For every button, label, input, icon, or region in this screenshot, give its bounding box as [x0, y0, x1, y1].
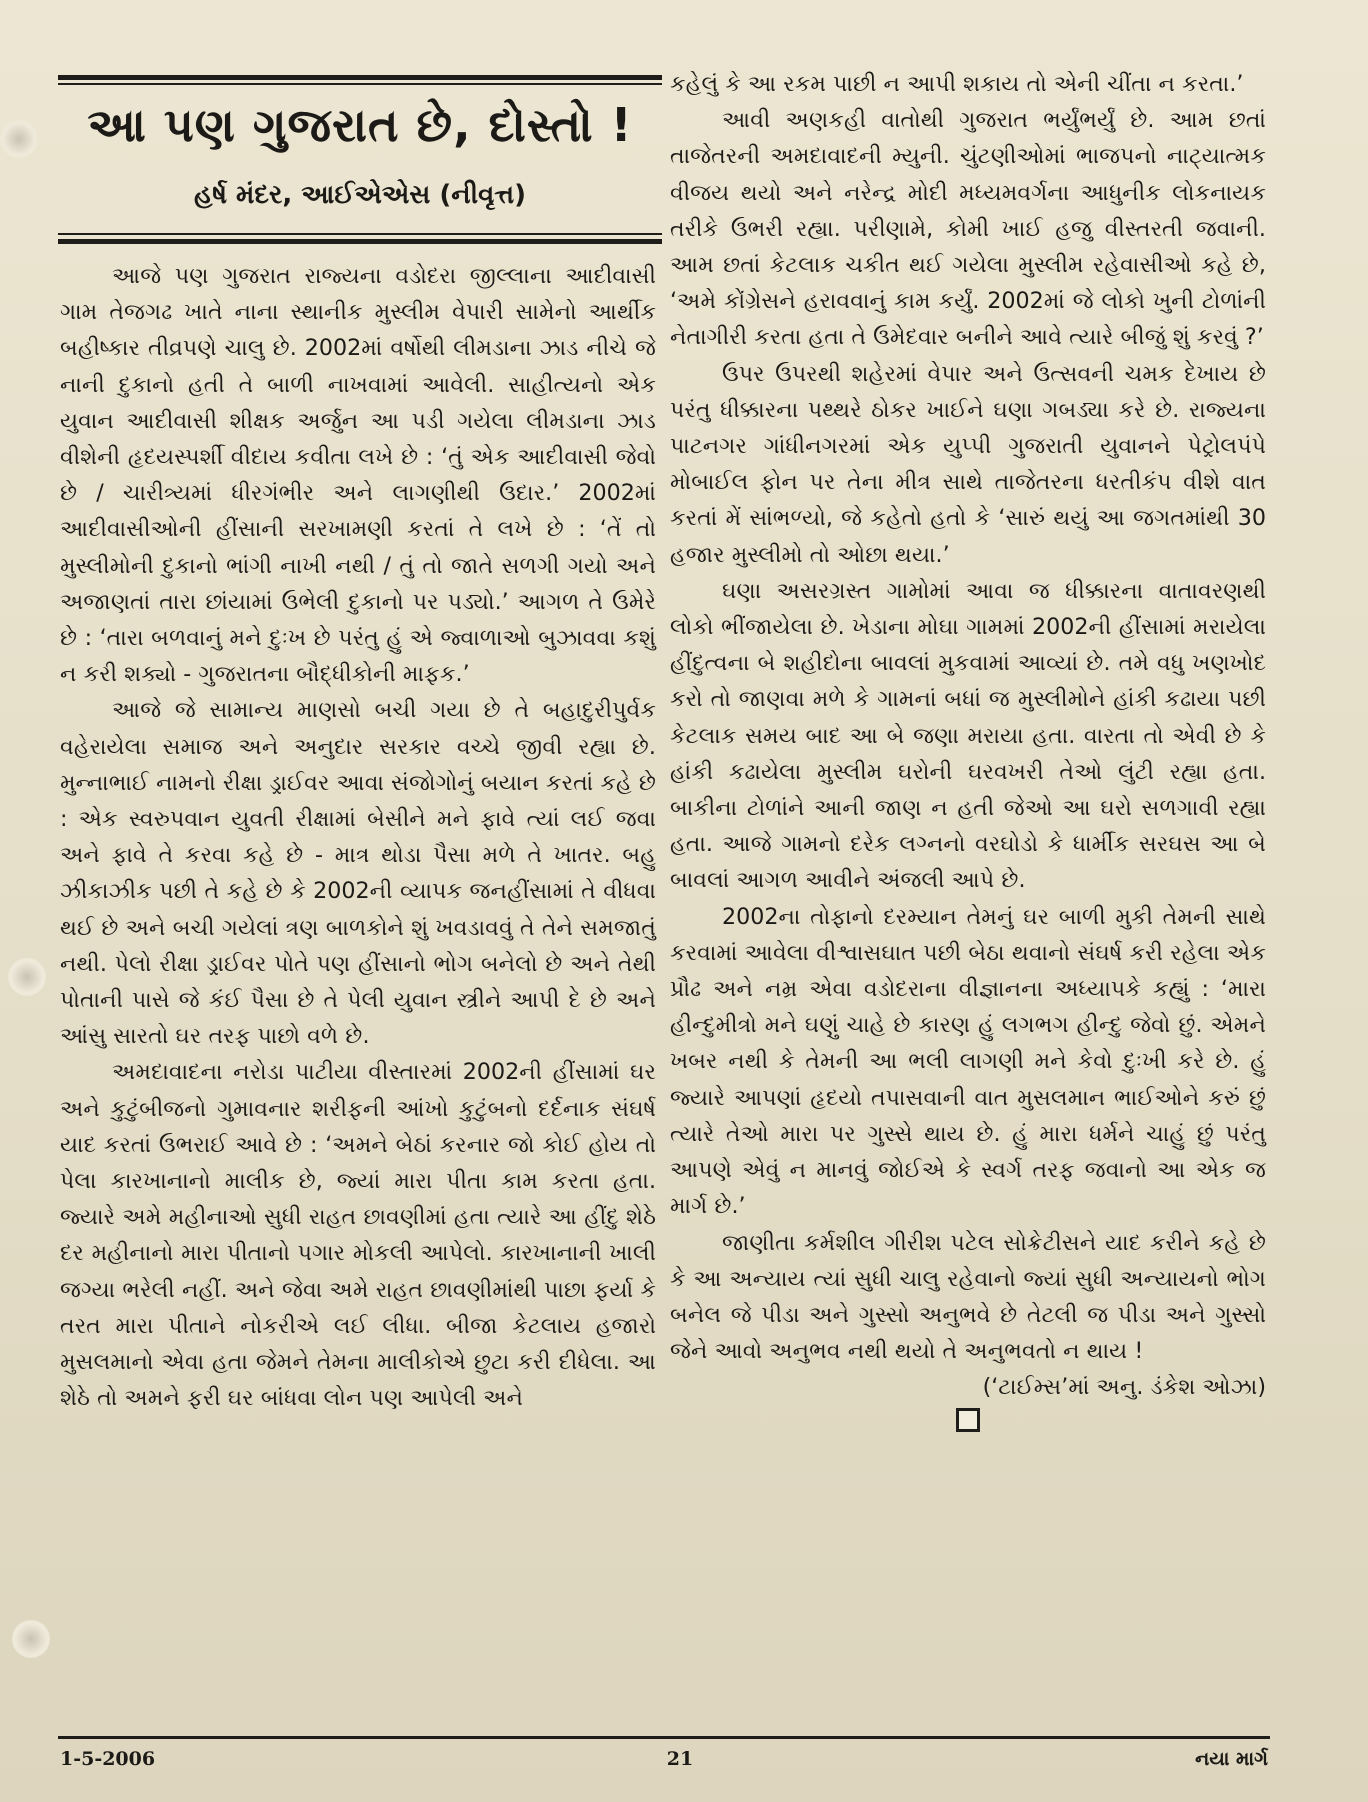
paragraph: અમદાવાદના નરોડા પાટીયા વીસ્તારમાં 2002ની હીંસામાં ઘર અને કુટુંબીજનો ગુમાવનાર શરીફની આંખો કુટુંબનો દર્દનાક સંઘર્ષ યાદ કરતાં ઉભરાઈ આવે છે : ‘અમને બેઠાં કરનાર જો કોઈ હોય તો પેલા કારખાનાનો માલીક છે, જ્યાં મારા પીતા કામ કરતા હતા. જ્યારે અમે મહીનાઓ સુધી રાહત છાવણીમાં હતા ત્યારે આ હીંદુ શેઠે દર મહીનાનો મારા પીતાનો પગાર મોકલી આપેલો. કારખાનાની ખાલી જગ્યા ભરેલી નહીં. અને જેવા અમે રાહત છાવણીમાંથી પાછા ફર્યા કે તરત મારા પીતાને નોકરીએ લઈ લીધા. બીજા કેટલાય હજારો મુસલમાનો એવા હતા જેમને તેમના માલીકોએ છુટા કરી દીધેલા. આ શેઠે તો અમને ફરી ઘર બાંધવા લોન પણ આપેલી અને: [60, 1059, 656, 1412]
paragraph: ઘણા અસરગ્રસ્ત ગામોમાં આવા જ ધીક્કારના વાતાવરણથી લોકો ભીંજાયેલા છે. ખેડાના મોઘા ગામમાં 2002ની હીંસામાં મરાયેલા હીંદુત્વના બે શહીદોના બાવલાં મુકવામાં આવ્યાં છે. તમે વધુ ખણખોદ કરો તો જાણવા મળે કે ગામનાં બધાં જ મુસ્લીમોને હાંકી કઢાયા પછી કેટલાક સમય બાદ આ બે જણા મરાયા હતા. વારતા તો એવી છે કે હાંકી કઢાયેલા મુસ્લીમ ઘરોની ઘરવખરી તેઓ લુંટી રહ્યા હતા. બાકીના ટોળાંને આની જાણ ન હતી જેઓ આ ઘરો સળગાવી રહ્યા હતા. આજે ગામનો દરેક લગ્નનો વરઘોડો કે ધાર્મીક સરઘસ આ બે બાવલાં આગળ આવીને અંજલી આપે છે.: [670, 577, 1266, 894]
footer-rule: [58, 1736, 1270, 1739]
paragraph: જાણીતા કર્મશીલ ગીરીશ પટેલ સોક્રેટીસને યાદ કરીને કહે છે કે આ અન્યાય ત્યાં સુધી ચાલુ રહેવાનો જ્યાં સુધી અન્યાયનો ભોગ બનેલ જે પીડા અને ગુસ્સો અનુભવે છે તેટલી જ પીડા અને ગુસ્સો જેને આવો અનુભવ નથી થયો તે અનુભવતો ન થાય !: [670, 1229, 1266, 1365]
right-column: [670, 66, 1266, 1432]
left-column: [60, 258, 656, 1417]
title-top-rule: [58, 75, 662, 80]
paragraph: 2002ના તોફાનો દરમ્યાન તેમનું ઘર બાળી મુકી તેમની સાથે કરવામાં આવેલા વીશ્વાસઘાત પછી બેઠા થવાનો સંઘર્ષ કરી રહેલા એક પ્રૌઢ અને નમ્ર એવા વડોદરાના વીજ્ઞાનના અધ્યાપકે કહ્યું : ‘મારા હીન્દુમીત્રો મને ઘણું ચાહે છે કારણ હું લગભગ હીન્દુ જેવો છું. એમને ખબર નથી કે તેમની આ ભલી લાગણી મને કેવો દુઃખી કરે છે. હું જ્યારે આપણાં હૃદયો તપાસવાની વાત મુસલમાન ભાઈઓને કરું છું ત્યારે તેઓ મારા પર ગુસ્સે થાય છે. હું મારા ધર્મને ચાહું છું પરંતુ આપણે એવું ન માનવું જોઈએ કે સ્વર્ગ તરફ જવાનો આ એક જ માર્ગ છે.’: [670, 903, 1266, 1220]
paragraph: ઉપર ઉપરથી શહેરમાં વેપાર અને ઉત્સવની ચમક દેખાય છે પરંતુ ધીક્કારના પથ્થરે ઠોકર ખાઈને ઘણા ગબડ્યા કરે છે. રાજ્યના પાટનગર ગાંધીનગરમાં એક યુપ્પી ગુજરાતી યુવાનને પેટ્રોલપંપે મોબાઈલ ફોન પર તેના મીત્ર સાથે તાજેતરના ધરતીકંપ વીશે વાત કરતાં મેં સાંભળ્યો, જે કહેતો હતો કે ‘સારું થયું આ જગતમાંથી 30 હજાર મુસ્લીમો તો ઓછા થયા.’: [670, 360, 1266, 568]
binder-hole-bottom: [12, 1620, 50, 1658]
paragraph: આવી અણકહી વાતોથી ગુજરાત ભર્યુંભર્યું છે. આમ છતાં તાજેતરની અમદાવાદની મ્યુની. ચુંટણીઓમાં ભાજપનો નાટ્યાત્મક વીજય થયો અને નરેન્દ્ર મોદી મધ્યમવર્ગના આધુનીક લોકનાયક તરીકે ઉભરી રહ્યા. પરીણામે, કોમી ખાઈ હજુ વીસ્તરતી જવાની. આમ છતાં કેટલાક ચકીત થઈ ગયેલા મુસ્લીમ રહેવાસીઓ કહે છે, ‘અમે કોંગ્રેસને હરાવવાનું કામ કર્યું. 2002માં જે લોકો ખુની ટોળાંની નેતાગીરી કરતા હતા તે ઉમેદવાર બનીને આવે ત્યારે બીજું શું કરવું ?’: [670, 107, 1266, 351]
translator-credit: (‘ટાઈમ્સ’માં અનુ. ડંકેશ ઓઝા): [982, 1374, 1266, 1401]
end-of-article-mark: [956, 1408, 980, 1432]
byline-bottom-rule: [58, 239, 662, 244]
title-top-rule-thin: [58, 83, 662, 85]
magazine-name: નયા માર્ગ: [1195, 1748, 1268, 1770]
footer-date: 1-5-2006: [60, 1748, 156, 1770]
paragraph: આજે જે સામાન્ય માણસો બચી ગયા છે તે બહાદુરીપુર્વક વહેરાયેલા સમાજ અને અનુદાર સરકાર વચ્ચે જીવી રહ્યા છે. મુન્નાભાઈ નામનો રીક્ષા ડ્રાઈવર આવા સંજોગોનું બયાન કરતાં કહે છે : એક સ્વરુપવાન યુવતી રીક્ષામાં બેસીને મને ફાવે ત્યાં લઈ જવા અને ફાવે તે કરવા કહે છે - માત્ર થોડા પૈસા મળે તે ખાતર. બહુ ઝીકાઝીક પછી તે કહે છે કે 2002ની વ્યાપક જનહીંસામાં તે વીધવા થઈ છે અને બચી ગયેલાં ત્રણ બાળકોને શું ખવડાવવું તે તેને સમજાતું નથી. પેલો રીક્ષા ડ્રાઈવર પોતે પણ હીંસાનો ભોગ બનેલો છે અને તેથી પોતાની પાસે જે કંઈ પૈસા છે તે પેલી યુવાન સ્ત્રીને આપી દે છે અને આંસુ સારતો ઘર તરફ પાછો વળે છે.: [60, 697, 656, 1050]
paragraph: આજે પણ ગુજરાત રાજ્યના વડોદરા જીલ્લાના આદીવાસી ગામ તેજગઢ ખાતે નાના સ્થાનીક મુસ્લીમ વેપારી સામેનો આર્થીક બહીષ્કાર તીવ્રપણે ચાલુ છે. 2002માં વર્ષોથી લીમડાના ઝાડ નીચે જે નાની દુકાનો હતી તે બાળી નાખવામાં આવેલી. સાહીત્યનો એક યુવાન આદીવાસી શીક્ષક અર્જુન આ પડી ગયેલા લીમડાના ઝાડ વીશેની હૃદયસ્પર્શી વીદાય કવીતા લખે છે : ‘તું એક આદીવાસી જેવો છે / ચારીત્ર્યમાં ધીરગંભીર અને લાગણીથી ઉદાર.’ 2002માં આદીવાસીઓની હીંસાની સરખામણી કરતાં તે લખે છે : ‘તેં તો મુસ્લીમોની દુકાનો ભાંગી નાખી નથી / તું તો જાતે સળગી ગયો અને અજાણતાં તારા છાંયામાં ઉભેલી દુકાનો પર પડ્યો.’ આગળ તે ઉમેરે છે : ‘તારા બળવાનું મને દુઃખ છે પરંતુ હું એ જ્વાળાઓ બુઝાવવા કશું ન કરી શક્યો - ગુજરાતના બૌદ્ધીકોની માફક.’: [60, 263, 656, 688]
binder-hole-middle: [8, 958, 46, 996]
byline-bottom-rule-thin: [58, 233, 662, 235]
page-number: 21: [666, 1748, 694, 1770]
paragraph-continuation: કહેલું કે આ રકમ પાછી ન આપી શકાય તો એની ચીંતા ન કરતા.’: [670, 71, 1244, 97]
article-title: આ પણ ગુજરાત છે, દોસ્તો !: [87, 98, 633, 152]
article-byline: હર્ષ મંદર, આઈએએસ (નીવૃત્ત): [193, 180, 527, 210]
binder-hole-top: [0, 120, 38, 158]
